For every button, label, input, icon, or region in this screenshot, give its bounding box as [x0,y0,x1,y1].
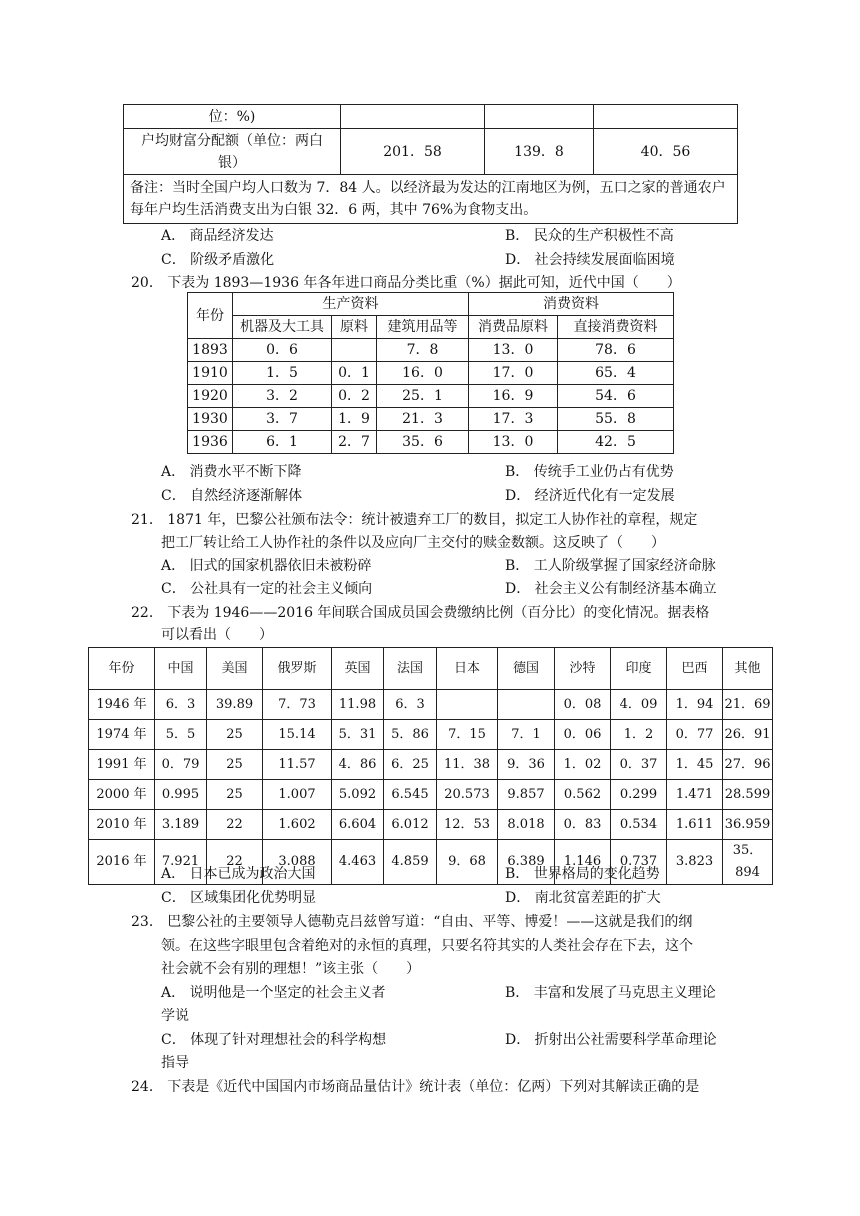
header-cell: 原料 [332,316,377,339]
table-cell: 27．96 [723,750,773,780]
table-cell: 2016 年 [89,840,155,885]
table-cell: 65．4 [558,362,674,385]
table-cell: 35．6 [377,431,469,454]
table-cell: 11.98 [332,690,384,720]
table-row [89,720,773,750]
option-b-continuation: 学说 [161,1008,189,1024]
table-cell: 6．25 [384,750,437,780]
table-cell: 1936 [188,431,233,454]
question-22-stem-line1: 22． 下表为 1946——2016 年间联合国成员国会费缴纳比例（百分比）的变化情况。据表格 [131,605,710,621]
table-cell: 1974 年 [89,720,155,750]
option-d[interactable]: D． 社会持续发展面临困境 [505,252,675,268]
table-cell: 7．73 [263,690,332,720]
table-row [89,750,773,780]
table-cell: 36.959 [723,810,773,840]
header-cell: 沙特 [555,648,611,690]
table-cell: 7.921 [155,840,207,885]
table-cell: 6.389 [498,840,555,885]
table-cell: 0．6 [233,339,332,362]
table-cell: 25 [207,780,263,810]
table-cell: 35．894 [723,840,773,885]
table-cell: 42．5 [558,431,674,454]
option-d-continuation: 指导 [161,1055,189,1071]
header-cell: 消费品原料 [469,316,558,339]
option-a[interactable]: A． 旧式的国家机器依旧未被粉碎 [161,558,372,574]
table-cell: 8.018 [498,810,555,840]
question-22-stem-line2: 可以看出（ ） [161,627,273,643]
table-cell: 12．53 [437,810,498,840]
table-cell: 0.299 [611,780,667,810]
header-cell: 德国 [498,648,555,690]
table-row [188,339,674,362]
table-cell: 0．08 [555,690,611,720]
table-cell: 26．91 [723,720,773,750]
table-cell: 1910 [188,362,233,385]
header-cell: 英国 [332,648,384,690]
header-cell: 直接消费资料 [558,316,674,339]
header-group-production: 生产资料 [233,293,469,316]
table-cell: 13．0 [469,431,558,454]
table-cell: 3．7 [233,408,332,431]
table-cell: 54．6 [558,385,674,408]
table-row [188,362,674,385]
question-23-stem-line1: 23． 巴黎公社的主要领导人德勒克吕兹曾写道：“自由、平等、博爱！——这就是我们的纲 [131,914,693,930]
option-d[interactable]: D． 经济近代化有一定发展 [505,488,675,504]
table-cell: 1893 [188,339,233,362]
table-cell: 6．3 [384,690,437,720]
option-a[interactable]: A． 商品经济发达 [161,228,274,244]
question-24-stem: 24． 下表是《近代中国国内市场商品量估计》统计表（单位：亿两）下列对其解读正确的是 [131,1079,700,1095]
table-cell: 1.611 [667,810,723,840]
table-cell [594,105,738,129]
table-cell: 20.573 [437,780,498,810]
table-cell: 0．2 [332,385,377,408]
import-table [187,292,674,454]
table-cell: 17．0 [469,362,558,385]
table-cell: 15.14 [263,720,332,750]
table-cell: 0.562 [555,780,611,810]
option-c[interactable]: C． 阶级矛盾激化 [161,252,275,268]
table-cell: 3.823 [667,840,723,885]
header-cell: 日本 [437,648,498,690]
option-a[interactable]: A． 消费水平不断下降 [161,464,302,480]
table-cell: 0．79 [155,750,207,780]
table-cell: 5．86 [384,720,437,750]
option-c[interactable]: C． 自然经济逐渐解体 [161,488,303,504]
table-cell: 6．3 [155,690,207,720]
option-b[interactable]: B． 丰富和发展了马克思主义理论 [505,985,716,1001]
option-d[interactable]: D． 南北贫富差距的扩大 [505,890,661,906]
table-cell: 1946 年 [89,690,155,720]
table-cell: 7．15 [437,720,498,750]
table-cell: 6.545 [384,780,437,810]
table-cell: 3.189 [155,810,207,840]
option-b[interactable]: B． 传统手工业仍占有优势 [505,464,674,480]
table-cell: 5．5 [155,720,207,750]
table-cell: 0.995 [155,780,207,810]
table-cell: 9．68 [437,840,498,885]
table-cell: 2000 年 [89,780,155,810]
option-a[interactable]: A． 日本已成为政治大国 [161,866,316,882]
table-row [89,690,773,720]
table-cell: 21．3 [377,408,469,431]
option-a[interactable]: A． 说明他是一个坚定的社会主义者 [161,985,386,1001]
table-cell: 0．1 [332,362,377,385]
table-cell [332,339,377,362]
table-cell: 5．31 [332,720,384,750]
table-cell: 1.602 [263,810,332,840]
table-cell: 0．77 [667,720,723,750]
table-cell: 0.737 [611,840,667,885]
header-cell: 年份 [89,648,155,690]
header-cell: 巴西 [667,648,723,690]
table-cell: 201．58 [341,129,485,175]
option-c[interactable]: C． 体现了针对理想社会的科学构想 [161,1032,387,1048]
table-cell: 55．8 [558,408,674,431]
table-cell: 6．1 [233,431,332,454]
table-cell: 16．9 [469,385,558,408]
header-cell: 俄罗斯 [263,648,332,690]
header-row [89,648,773,690]
table-cell: 1．02 [555,750,611,780]
table-cell: 1．94 [667,690,723,720]
header-cell: 机器及大工具 [233,316,332,339]
row-label: 位：%) [124,105,341,129]
option-c[interactable]: C． 公社具有一定的社会主义倾向 [161,581,373,597]
option-d[interactable]: D． 社会主义公有制经济基本确立 [505,581,717,597]
option-b[interactable]: B． 民众的生产积极性不高 [505,228,674,244]
table-cell: 1．2 [611,720,667,750]
header-cell: 法国 [384,648,437,690]
table-cell: 4.463 [332,840,384,885]
table-cell: 25．1 [377,385,469,408]
question-20-stem: 20． 下表为 1893—1936 年各年进口商品分类比重（%）据此可知，近代中国（ ） [131,275,681,291]
table-cell [485,105,594,129]
table-cell: 2010 年 [89,810,155,840]
option-d[interactable]: D． 折射出公社需要科学革命理论 [505,1032,717,1048]
table-row [188,408,674,431]
table-cell: 1.146 [555,840,611,885]
question-21-stem-line1: 21． 1871 年，巴黎公社颁布法令：统计被遗弃工厂的数目，拟定工人协作社的章程，规定 [131,512,698,528]
table-row [188,385,674,408]
table-cell: 9．36 [498,750,555,780]
table-cell: 25 [207,720,263,750]
table-cell: 22 [207,840,263,885]
table-cell: 0.534 [611,810,667,840]
table-cell: 21．69 [723,690,773,720]
un-dues-table [88,647,773,885]
table-cell: 22 [207,810,263,840]
table-cell: 1．9 [332,408,377,431]
table-cell: 1920 [188,385,233,408]
table-cell: 3．2 [233,385,332,408]
header-cell: 美国 [207,648,263,690]
table-cell: 6.604 [332,810,384,840]
option-b[interactable]: B． 工人阶级掌握了国家经济命脉 [505,558,716,574]
table-cell: 7．8 [377,339,469,362]
table-cell: 1930 [188,408,233,431]
table-row [89,780,773,810]
table-cell: 1991 年 [89,750,155,780]
table-cell: 11.57 [263,750,332,780]
table-cell: 4．86 [332,750,384,780]
header-group-consumption: 消费资料 [469,293,674,316]
question-21-stem-line2: 把工厂转让给工人协作社的条件以及应向厂主交付的赎金数额。这反映了（ ） [161,535,665,551]
table-cell: 1．5 [233,362,332,385]
table-cell: 11．38 [437,750,498,780]
table-cell: 28.599 [723,780,773,810]
header-cell: 其他 [723,648,773,690]
question-23-stem-line3: 社会就不会有别的理想！”该主张（ ） [161,961,421,977]
row-label: 户均财富分配额（单位：两白银） [124,129,341,175]
header-cell: 建筑用品等 [377,316,469,339]
table-cell: 4.859 [384,840,437,885]
table-cell: 6.012 [384,810,437,840]
question-23-stem-line2: 领。在这些字眼里包含着绝对的永恒的真理，只要名符其实的人类社会存在下去，这个 [161,938,693,954]
table-cell: 0．37 [611,750,667,780]
table-row [89,810,773,840]
table-cell: 0．06 [555,720,611,750]
table-cell: 39.89 [207,690,263,720]
table-cell: 25 [207,750,263,780]
table-cell [437,690,498,720]
table-cell: 7．1 [498,720,555,750]
table-cell: 0．83 [555,810,611,840]
table-cell: 1.007 [263,780,332,810]
table-cell: 1．45 [667,750,723,780]
table-cell: 78．6 [558,339,674,362]
table-cell: 40．56 [594,129,738,175]
header-cell: 印度 [611,648,667,690]
table-cell: 5.092 [332,780,384,810]
table-row [188,431,674,454]
table-cell [341,105,485,129]
table-cell: 13．0 [469,339,558,362]
option-c[interactable]: C． 区域集团化优势明显 [161,890,317,906]
table-cell: 139．8 [485,129,594,175]
header-cell: 中国 [155,648,207,690]
wealth-table [123,104,738,224]
table-cell: 3.088 [263,840,332,885]
option-b[interactable]: B． 世界格局的变化趋势 [505,866,660,882]
header-year: 年份 [188,293,233,339]
table-cell: 16．0 [377,362,469,385]
table-note: 备注：当时全国户均人口数为 7．84 人。以经济最为发达的江南地区为例，五口之家的普通农户每年户均生活消费支出为白银 32．6 两，其中 76%为食物支出。 [124,175,738,224]
table-cell [498,690,555,720]
table-cell: 1.471 [667,780,723,810]
table-cell: 4．09 [611,690,667,720]
table-cell: 9.857 [498,780,555,810]
table-cell: 17．3 [469,408,558,431]
table-cell: 2．7 [332,431,377,454]
